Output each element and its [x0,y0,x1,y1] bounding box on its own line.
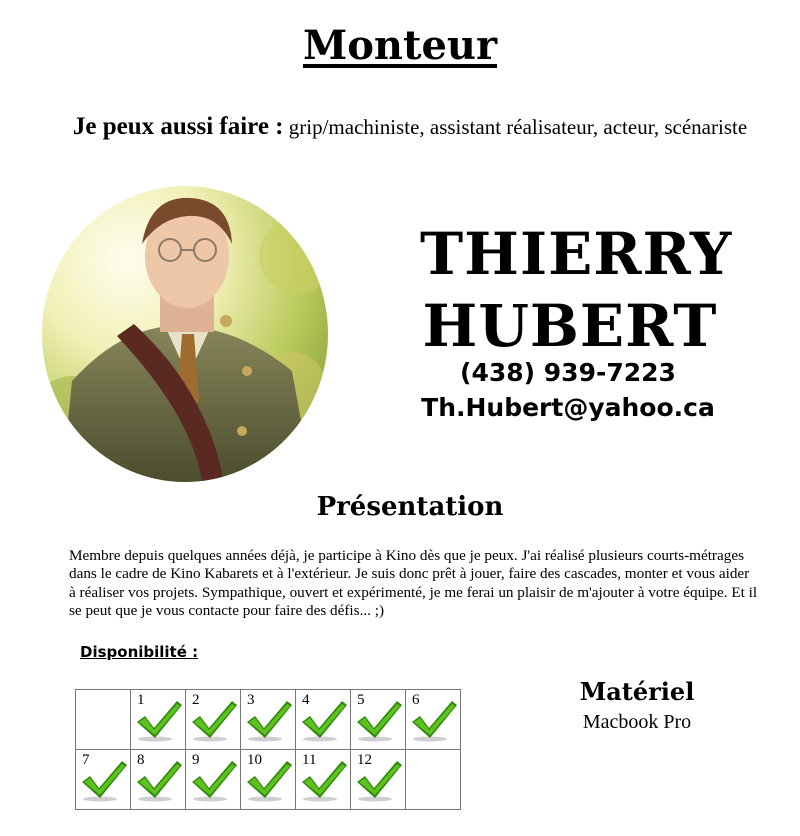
green-checkmark-icon [355,698,403,742]
skills-lead: Je peux aussi faire : [72,113,284,140]
calendar-day [76,750,131,810]
last-name: HUBERT [422,292,718,360]
green-checkmark-icon [80,758,128,802]
calendar-day [296,690,351,750]
presentation-heading: Présentation [316,492,504,522]
green-checkmark-icon [190,698,238,742]
day-number: 11 [302,752,317,768]
green-checkmark-icon [355,758,403,802]
equipment-heading: Matériel [579,677,695,706]
equipment-item: Macbook Pro [582,711,692,733]
day-number: 7 [82,752,90,768]
green-checkmark-icon [190,758,238,802]
green-checkmark-icon [300,758,348,802]
day-number: 8 [137,752,145,768]
calendar-empty-cell [406,750,461,810]
presentation-text: Membre depuis quelques années déjà, je participe à Kino dès que je peux. J'ai réalisé plusieurs courts-métrages dans le cadre de Kino Kabarets et à l'extérieur. Je suis donc prêt à jouer, faire des cascades, monter et vous aider à réaliser vos projets. Sympathique, ouvert et expérimenté, je me ferai un plaisir de m'ajouter à votre équipe. Et il se peut que je vous contacte pour faire des défis... ;) [69,547,758,620]
green-checkmark-icon [135,698,183,742]
calendar-day [131,690,186,750]
calendar-day [241,750,296,810]
day-number: 4 [302,692,310,708]
first-name: THIERRY [420,220,733,288]
day-number: 12 [357,752,372,768]
calendar-day [296,750,351,810]
calendar-day [186,690,241,750]
green-checkmark-icon [300,698,348,742]
calendar-day [186,750,241,810]
day-number: 10 [247,752,262,768]
calendar-empty-cell [76,690,131,750]
green-checkmark-icon [245,758,293,802]
other-skills [40,112,780,142]
calendar-day [241,690,296,750]
green-checkmark-icon [245,698,293,742]
availability-heading: Disponibilité : [80,643,199,661]
calendar-day [351,690,406,750]
skills-list: grip/machiniste, assistant réalisateur, acteur, scénariste [283,115,748,139]
portrait-photo [42,186,328,482]
calendar-day [351,750,406,810]
day-number: 3 [247,692,255,708]
page-title: Monteur [302,22,498,69]
green-checkmark-icon [410,698,458,742]
person-name [420,218,733,362]
day-number: 2 [192,692,200,708]
day-number: 6 [412,692,420,708]
email-address[interactable]: Th.Hubert@yahoo.ca [421,393,715,422]
phone-number: (438) 939-7223 [460,358,676,387]
green-checkmark-icon [135,758,183,802]
day-number: 1 [137,692,145,708]
availability-calendar [75,689,461,810]
calendar-day [406,690,461,750]
day-number: 5 [357,692,365,708]
day-number: 9 [192,752,200,768]
calendar-day [131,750,186,810]
portrait-photo-drawing [42,186,328,482]
